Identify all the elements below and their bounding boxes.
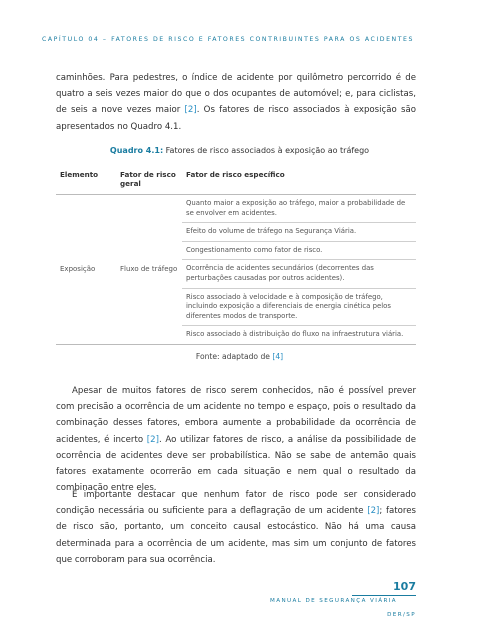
- paragraph-2-text-a: Apesar de muitos fatores de risco serem conhecidos, não é possível prever com precisão a ocorrência de um acidente no tempo e espaço, pois o resultado da combinação desses fatores, embora aumente a probabilidade da ocorrência de acidentes, é incerto: [56, 386, 416, 445]
- chapter-header: CAPÍTULO 04 – FATORES DE RISCO E FATORES CONTRIBUINTES PARA OS ACIDENTES: [42, 36, 414, 43]
- cell-fator-especifico: Ocorrência de acidentes secundários (decorrentes das perturbações causadas por outros acidentes).: [182, 260, 416, 288]
- cell-fator-especifico: Risco associado à velocidade e à composição de tráfego, incluindo exposição a diferenciais de energia cinética pelos diferentes modos de transporte.: [182, 288, 416, 326]
- quadro-caption: [0, 146, 479, 155]
- table-row: [56, 195, 416, 223]
- source-text: Fonte: adaptado de: [195, 352, 273, 361]
- reference-link[interactable]: [2]: [367, 506, 380, 517]
- paragraph-2-body: [56, 383, 416, 496]
- table-source: [0, 352, 479, 361]
- paragraph-3-body: [56, 487, 416, 568]
- cell-fator-especifico: Congestionamento como fator de risco.: [182, 241, 416, 260]
- table-header-row: [56, 166, 416, 195]
- cell-fator-especifico: Efeito do volume de tráfego na Segurança Viária.: [182, 223, 416, 242]
- page-number: 107: [393, 580, 416, 593]
- paragraph-3: [56, 487, 416, 568]
- paragraph-3-text-b: ; fatores de risco são, portanto, um conceito causal estocástico. Não há uma causa determinada para a ocorrência de um acidente, mas sim um conjunto de fatores que corroboram para sua ocorrência.: [56, 506, 416, 565]
- cell-fator-especifico: Risco associado à distribuição do fluxo na infraestrutura viária.: [182, 326, 416, 345]
- quadro-title: Fatores de risco associados à exposição ao tráfego: [163, 146, 370, 155]
- cell-elemento: Exposição: [56, 195, 116, 345]
- paragraph-1-text-a: caminhões. Para pedestres, o índice de acidente por quilômetro percorrido é de quatro a seis vezes maior do que o dos ocupantes de automóvel; e, para ciclistas, de seis a nove vezes maior: [56, 73, 416, 116]
- footer-divider: [352, 595, 416, 596]
- reference-link[interactable]: [2]: [146, 434, 159, 445]
- header-fator-geral: Fator de risco geral: [116, 166, 182, 195]
- paragraph-1-text-b: . Os fatores de risco associados à exposição são apresentados no Quadro 4.1.: [56, 105, 416, 132]
- header-elemento: Elemento: [56, 166, 116, 195]
- cell-fator-especifico: Quanto maior a exposição ao tráfego, maior a probabilidade de se envolver em acidentes.: [182, 195, 416, 223]
- paragraph-2: [56, 383, 416, 496]
- paragraph-2-text-b: . Ao utilizar fatores de risco, a análise da possibilidade de ocorrência de acidentes deve ser probabilística. Não se sabe de antemão quais fatores exatamente ocorrerão em cada situação e nem qual o resultado da combinação entre eles.: [56, 434, 416, 494]
- quadro-label: Quadro 4.1:: [109, 146, 164, 155]
- risk-factors-table: [56, 166, 416, 345]
- source-reference-link[interactable]: [4]: [272, 352, 284, 361]
- paragraph-3-text-a: É importante destacar que nenhum fator de risco pode ser considerado condição necessária ou suficiente para a deflagração de um acidente: [56, 490, 416, 517]
- cell-fator-geral: Fluxo de tráfego: [116, 195, 182, 345]
- paragraph-1: [56, 70, 416, 135]
- footer-organization: DER/SP: [387, 612, 416, 618]
- footer-manual-title: MANUAL DE SEGURANÇA VIÁRIA: [270, 598, 398, 604]
- reference-link[interactable]: [2]: [184, 105, 197, 116]
- header-fator-especifico: Fator de risco específico: [182, 166, 416, 195]
